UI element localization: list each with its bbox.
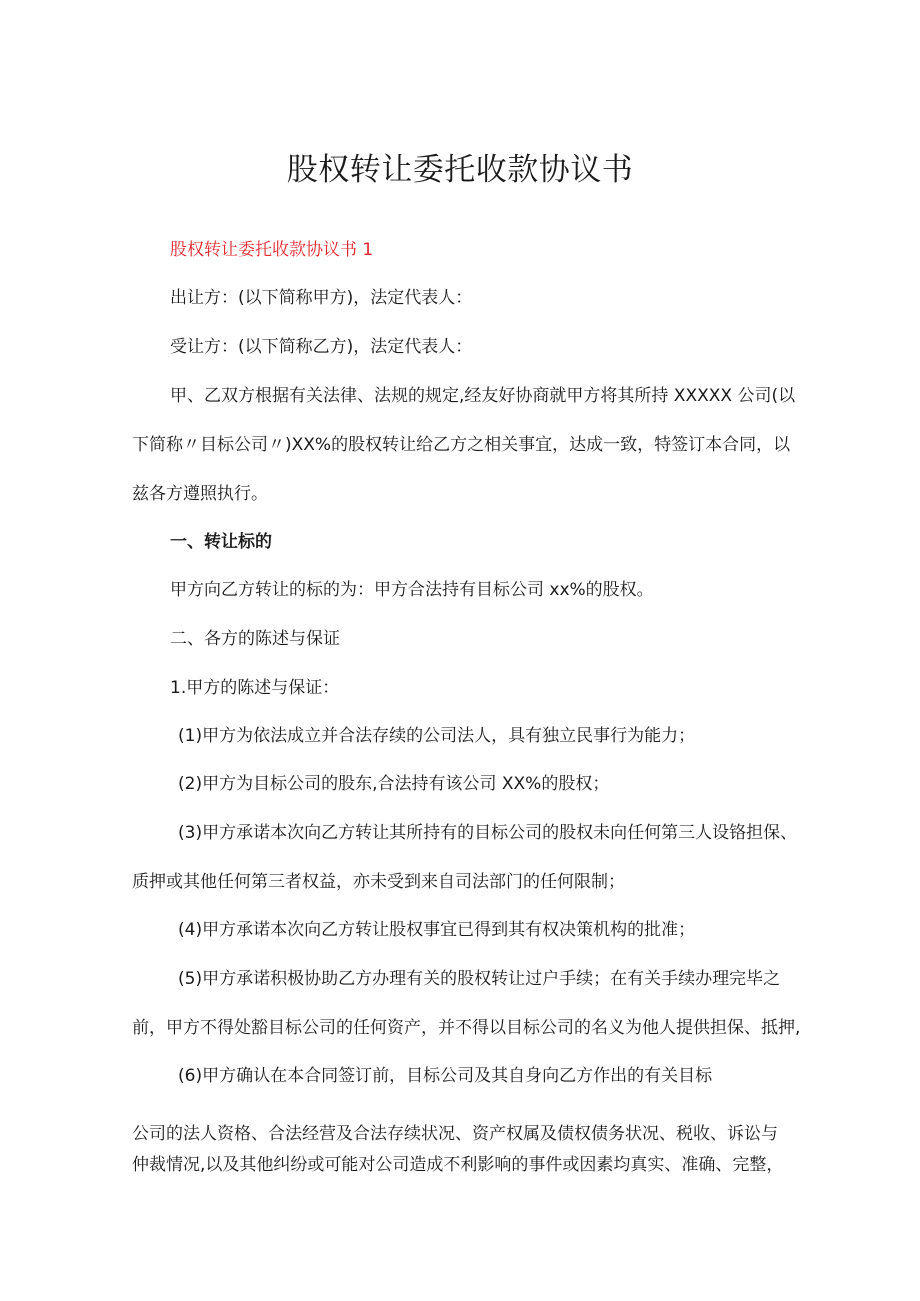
list-item: (6)甲方确认在本合同签订前，目标公司及其自身向乙方作出的有关目标 — [178, 1066, 713, 1086]
subsection-heading: 1.甲方的陈述与保证： — [170, 678, 340, 698]
paragraph-line: 公司的法人资格、合法经营及合法存续状况、资产权属及债权债务状况、税收、诉讼与 — [132, 1124, 778, 1144]
paragraph-line: 仲裁情况,以及其他纠纷或可能对公司造成不利影响的事件或因素均真实、准确、完整， — [132, 1155, 784, 1175]
document-subtitle: 股权转让委托收款协议书 1 — [170, 240, 374, 260]
document-title: 股权转让委托收款协议书 — [286, 152, 634, 188]
list-item: (2)甲方为目标公司的股东,合法持有该公司 XX%的股权； — [178, 774, 610, 794]
paragraph-line: 质押或其他任何第三者权益，亦未受到来自司法部门的任何限制； — [132, 872, 625, 892]
section-heading: 二、各方的陈述与保证 — [170, 629, 340, 649]
paragraph-line: 出让方：(以下简称甲方)，法定代表人： — [170, 288, 473, 308]
paragraph-line: 受让方：(以下简称乙方)，法定代表人： — [170, 337, 473, 357]
section-heading: 一、转让标的 — [170, 532, 272, 552]
paragraph-line: 甲、乙双方根据有关法律、法规的规定,经友好协商就甲方将其所持 XXXXX 公司(以 — [170, 386, 796, 406]
paragraph-line: 前，甲方不得处豁目标公司的任何资产，并不得以目标公司的名义为他人提供担保、抵押, — [132, 1018, 801, 1038]
list-item: (3)甲方承诺本次向乙方转让其所持有的目标公司的股权未向任何第三人设铬担保、 — [178, 823, 798, 843]
paragraph-line: 下简称〃目标公司〃)XX%的股权转让给乙方之相关事宜，达成一致，特签订本合同，以 — [132, 435, 791, 455]
list-item: (5)甲方承诺积极协助乙方办理有关的股权转让过户手续；在有关手续办理完毕之 — [178, 969, 781, 989]
list-item: (1)甲方为依法成立并合法存续的公司法人，具有独立民事行为能力； — [178, 726, 696, 746]
paragraph-line: 兹各方遵照执行。 — [132, 484, 268, 504]
paragraph-line: 甲方向乙方转让的标的为：甲方合法持有目标公司 xx%的股权。 — [170, 580, 654, 600]
list-item: (4)甲方承诺本次向乙方转让股权事宜已得到其有权决策机构的批准； — [178, 920, 696, 940]
